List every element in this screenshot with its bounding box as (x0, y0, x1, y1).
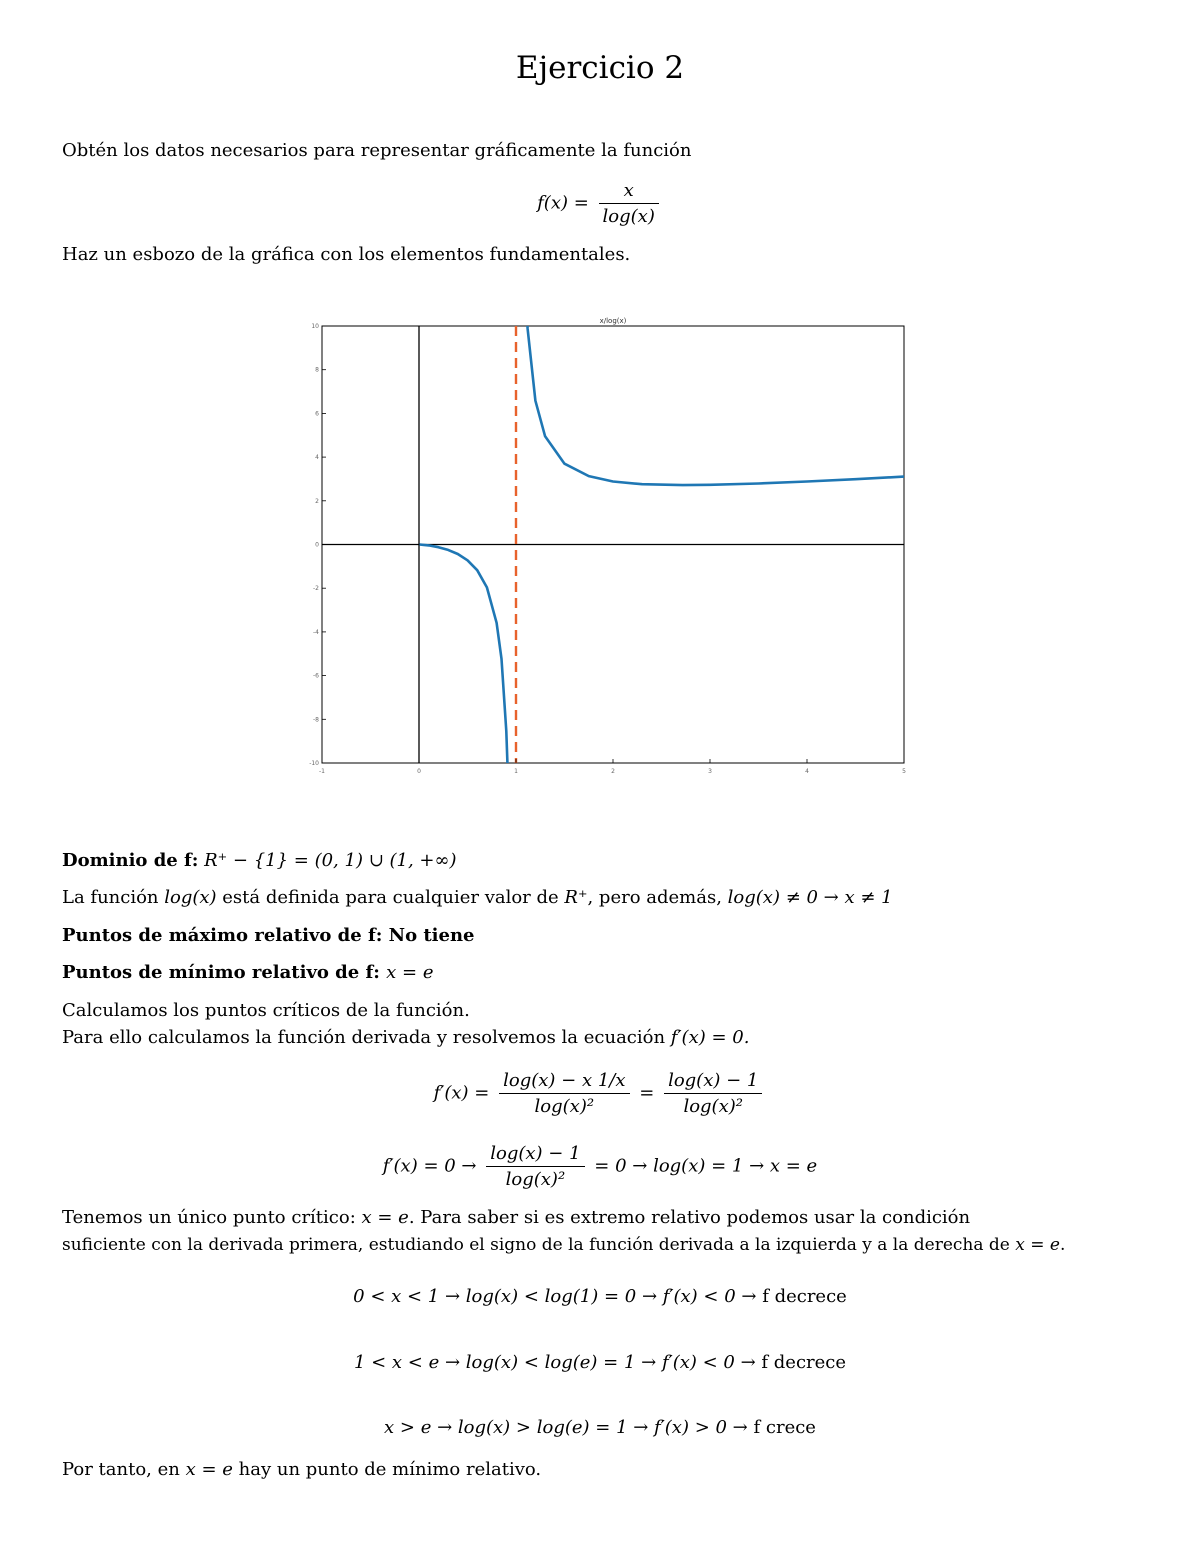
y-tick-label: 10 (311, 323, 319, 330)
x-tick-label: 3 (708, 768, 712, 775)
function-denominator: log(x) (602, 206, 655, 227)
final-conclusion (62, 1459, 541, 1480)
min-label: Puntos de mínimo relativo de f: (62, 962, 387, 983)
conclusion-line-2 (62, 1235, 1065, 1255)
case-1 (0, 1286, 1200, 1307)
case-3-text: f crece (747, 1417, 816, 1438)
min-expression: x = e (386, 962, 434, 983)
case-2-text: f decrece (755, 1352, 847, 1373)
case-1-math: 0 < x < 1 → log(x) < log(1) = 0 → f′(x) < 0 → (353, 1286, 757, 1307)
domain-line (62, 850, 457, 871)
derivative-den-2: log(x)² (683, 1096, 743, 1117)
domain-expl-text-a: La función (62, 887, 165, 908)
derivative-fraction-1 (499, 1070, 629, 1117)
case-1-text: f decrece (756, 1286, 847, 1307)
case-3 (0, 1417, 1200, 1438)
case-3-math: x > e → log(x) > log(e) = 1 → f′(x) > 0 → (384, 1417, 748, 1438)
domain-label: Dominio de f: (62, 850, 199, 871)
case-2 (0, 1352, 1200, 1373)
derivative-lhs: f′(x) = (433, 1082, 490, 1104)
conclusion-1a: Tenemos un único punto crítico: (62, 1207, 362, 1228)
function-plot (305, 313, 910, 793)
critical-text-2a: Para ello calculamos la función derivada y resolvemos la ecuación (62, 1027, 671, 1048)
y-tick-label: -4 (313, 628, 319, 636)
zero-eq-num: log(x) − 1 (486, 1143, 584, 1167)
zero-eq-den: log(x)² (505, 1169, 566, 1190)
x-tick-label: 0 (417, 768, 421, 775)
min-points-line (62, 962, 433, 983)
conclusion-1b: x = e (361, 1207, 409, 1228)
x-tick-label: -1 (319, 768, 325, 775)
critical-text-2 (62, 1027, 749, 1048)
max-points-line: Puntos de máximo relativo de f: No tiene (62, 925, 475, 946)
intro-text: Obtén los datos necesarios para representar gráficamente la función (62, 140, 692, 161)
chart-title: x/log(x) (599, 317, 627, 325)
domain-expl-text-c: está definida para cualquier valor de (216, 887, 565, 908)
domain-expl-math-f: log(x) ≠ 0 → x ≠ 1 (727, 887, 893, 908)
domain-expl-text-e: , pero además, (587, 887, 728, 908)
derivative-equals: = (639, 1082, 655, 1104)
conclusion-1c: . Para saber si es extremo relativo podemos usar la condición (408, 1207, 971, 1228)
zero-eq-lhs: f′(x) = 0 → (382, 1155, 477, 1177)
domain-expression: R⁺ − {1} = (0, 1) ∪ (1, +∞) (204, 850, 457, 871)
conclusion-2c: . (1059, 1235, 1066, 1255)
y-tick-label: -2 (313, 585, 319, 593)
zero-eq-fraction (486, 1143, 584, 1190)
final-a: Por tanto, en (62, 1459, 186, 1480)
y-tick-label: -10 (309, 760, 319, 767)
x-tick-label: 5 (902, 768, 906, 775)
final-c: hay un punto de mínimo relativo. (232, 1459, 542, 1480)
sketch-instruction: Haz un esbozo de la gráfica con los elementos fundamentales. (62, 244, 631, 265)
y-tick-label: -6 (313, 672, 319, 680)
zero-equation (0, 1143, 1200, 1190)
function-lhs: f(x) = (537, 192, 589, 214)
y-tick-label: 6 (315, 410, 319, 418)
y-tick-label: 4 (315, 454, 319, 462)
page-title: Ejercicio 2 (515, 50, 685, 86)
x-tick-label: 4 (805, 768, 809, 775)
domain-expl-math-b: log(x) (164, 887, 217, 908)
function-numerator: x (599, 180, 659, 204)
derivative-num-1: log(x) − x 1/x (499, 1070, 629, 1094)
y-tick-label: 8 (315, 366, 319, 374)
derivative-den-1: log(x)² (534, 1096, 595, 1117)
function-definition (0, 180, 1200, 227)
domain-expl-math-d: R⁺ (564, 887, 588, 908)
domain-explanation (62, 887, 893, 908)
conclusion-2a: suficiente con la derivada primera, estudiando el signo de la función derivada a la izquierda y a la derecha de (62, 1235, 1016, 1255)
conclusion-line-1 (62, 1207, 970, 1228)
critical-text-2b: f′(x) = 0. (670, 1027, 750, 1048)
y-tick-label: -8 (313, 716, 319, 724)
series-line-2 (525, 313, 904, 485)
derivative-fraction-2 (664, 1070, 762, 1117)
series-line-1 (420, 545, 509, 785)
critical-text-1: Calculamos los puntos críticos de la función. (62, 1000, 470, 1021)
function-fraction (599, 180, 659, 227)
zero-eq-rhs: = 0 → log(x) = 1 → x = e (594, 1155, 818, 1177)
final-b: x = e (185, 1459, 233, 1480)
y-tick-label: 0 (315, 541, 319, 549)
case-2-math: 1 < x < e → log(x) < log(e) = 1 → f′(x) < 0 → (353, 1352, 756, 1373)
x-tick-label: 1 (514, 768, 518, 775)
derivative-num-2: log(x) − 1 (664, 1070, 762, 1094)
y-tick-label: 2 (315, 497, 319, 505)
derivative-equation (0, 1070, 1200, 1117)
conclusion-2b: x = e (1015, 1235, 1060, 1255)
x-tick-label: 2 (611, 768, 615, 775)
